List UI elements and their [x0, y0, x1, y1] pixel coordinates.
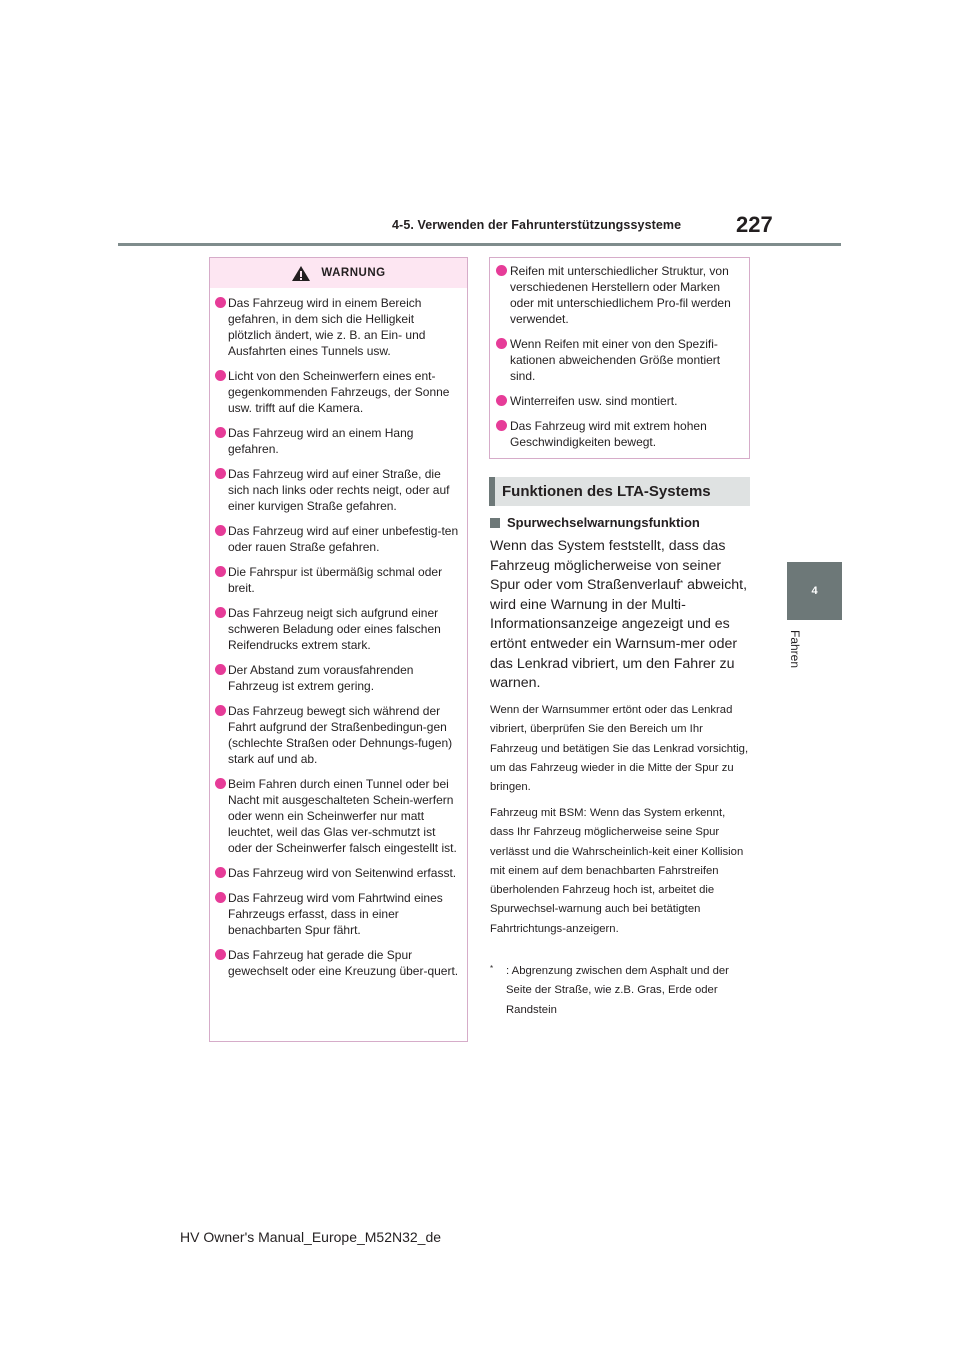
- warning-box: [209, 257, 468, 1042]
- header-section-title: 4-5. Verwenden der Fahrunterstützungssysteme: [392, 218, 682, 232]
- footnote: [490, 962, 752, 1020]
- bullet-icon: [215, 525, 226, 536]
- footnote-ref: *: [680, 579, 684, 589]
- warning-item: Winterreifen usw. sind montiert.: [496, 393, 742, 409]
- bullet-icon: [215, 427, 226, 438]
- warning-item: Das Fahrzeug bewegt sich während der Fahrt aufgrund der Straßenbedingun-gen (schlechte Straßen oder Dehnungs-fugen) stark auf und ab.: [215, 703, 459, 767]
- footnote-mark: *: [490, 964, 494, 973]
- subheading: [490, 515, 700, 530]
- main-text-after: abweicht, wird eine Warnung in der Multi-Informationsanzeige angezeigt und es ertönt entweder ein Warnsum-mer oder das Lenkrad vibriert, um den Fahrer zu warnen.: [490, 577, 748, 692]
- bullet-icon: [215, 949, 226, 960]
- main-paragraph: [490, 537, 750, 694]
- warning-item: Das Fahrzeug wird in einem Bereich gefahren, in dem sich die Helligkeit plötzlich ändert, wie z. B. an Ein- und Ausfahrten eines Tunnels usw.: [215, 295, 459, 359]
- warning-item: Licht von den Scheinwerfern eines ent-gegenkommenden Fahrzeugs, der Sonne usw. trifft auf die Kamera.: [215, 368, 459, 416]
- bullet-icon: [496, 265, 507, 276]
- warning-triangle-icon: [291, 265, 311, 282]
- warning-item: Der Abstand zum vorausfahrenden Fahrzeug ist extrem gering.: [215, 662, 459, 694]
- header-rule: [118, 243, 841, 246]
- bullet-icon: [215, 705, 226, 716]
- warning-item: Beim Fahren durch einen Tunnel oder bei Nacht mit ausgeschalteten Schein-werfern oder wenn ein Scheinwerfer nur matt leuchtet, weil das Glas ver-schmutzt ist oder der Scheinwerfer falsch eingestellt ist.: [215, 776, 459, 856]
- warning-title: WARNUNG: [321, 267, 386, 279]
- warning-list: [215, 295, 459, 988]
- bullet-icon: [215, 297, 226, 308]
- chapter-number: 4: [811, 585, 818, 597]
- bullet-icon: [496, 420, 507, 431]
- bullet-icon: [496, 395, 507, 406]
- bullet-icon: [215, 607, 226, 618]
- main-text-before: Wenn das System feststellt, dass das Fahrzeug möglicherweise von seiner Spur oder vom Straßenverlauf: [490, 538, 726, 594]
- warning-item: Die Fahrspur ist übermäßig schmal oder breit.: [215, 564, 459, 596]
- bullet-icon: [215, 892, 226, 903]
- chapter-tab[interactable]: [787, 562, 842, 620]
- warning-item: Reifen mit unterschiedlicher Struktur, von verschiedenen Herstellern oder Marken oder mit unterschiedlichem Pro-fil werden verwendet.: [496, 263, 742, 327]
- bullet-icon: [215, 566, 226, 577]
- warning-item: Wenn Reifen mit einer von den Spezifi-kationen abweichenden Größe montiert sind.: [496, 336, 742, 384]
- section-heading: [489, 477, 750, 506]
- warning-header: [210, 258, 467, 288]
- warning-item: Das Fahrzeug wird an einem Hang gefahren.: [215, 425, 459, 457]
- subheading-text: Spurwechselwarnungsfunktion: [507, 515, 700, 530]
- square-bullet-icon: [490, 518, 500, 528]
- bullet-icon: [215, 867, 226, 878]
- section-heading-text: Funktionen des LTA-Systems: [502, 483, 711, 500]
- bullet-icon: [215, 664, 226, 675]
- footer-text: HV Owner's Manual_Europe_M52N32_de: [180, 1229, 442, 1245]
- warning-item: Das Fahrzeug wird auf einer unbefestig-ten oder rauen Straße gefahren.: [215, 523, 459, 555]
- footnote-text: : Abgrenzung zwischen dem Asphalt und der Seite der Straße, wie z.B. Gras, Erde oder Randstein: [506, 965, 729, 1016]
- warning-continued-list: [496, 263, 742, 459]
- bullet-icon: [215, 468, 226, 479]
- warning-item: Das Fahrzeug neigt sich aufgrund einer schweren Beladung oder eines falschen Reifendrucks extrem stark.: [215, 605, 459, 653]
- bullet-icon: [496, 338, 507, 349]
- warning-item: Das Fahrzeug hat gerade die Spur gewechselt oder eine Kreuzung über-quert.: [215, 947, 459, 979]
- warning-item: Das Fahrzeug wird von Seitenwind erfasst.: [215, 865, 459, 881]
- warning-item: Das Fahrzeug wird mit extrem hohen Geschwindigkeiten bewegt.: [496, 418, 742, 450]
- heading-accent-bar: [489, 477, 495, 506]
- paragraph-1: Wenn der Warnsummer ertönt oder das Lenkrad vibriert, überprüfen Sie den Bereich um Ihr Fahrzeug und betätigen Sie das Lenkrad vorsichtig, um das Fahrzeug wieder in die Mitte der Spur zu bringen.: [490, 704, 749, 794]
- warning-item: Das Fahrzeug wird vom Fahrtwind eines Fahrzeugs erfasst, dass in einer benachbarten Spur fährt.: [215, 890, 459, 938]
- page-number: 227: [736, 212, 773, 237]
- warning-continued-box: [489, 257, 750, 459]
- chapter-label: Fahren: [788, 630, 802, 669]
- bullet-icon: [215, 370, 226, 381]
- paragraph-2: Fahrzeug mit BSM: Wenn das System erkennt, dass Ihr Fahrzeug möglicherweise seine Spur verlässt und die Wahrscheinlich-keit einer Kollision mit einem auf dem benachbarten Fahrstreifen überholenden Fahrzeug hoch ist, arbeitet die Spurwechsel-warnung auch bei betätigten Fahrtrichtungs-anzeigern.: [490, 807, 744, 935]
- bullet-icon: [215, 778, 226, 789]
- warning-item: Das Fahrzeug wird auf einer Straße, die sich nach links oder rechts neigt, oder auf einer kurvigen Straße gefahren.: [215, 466, 459, 514]
